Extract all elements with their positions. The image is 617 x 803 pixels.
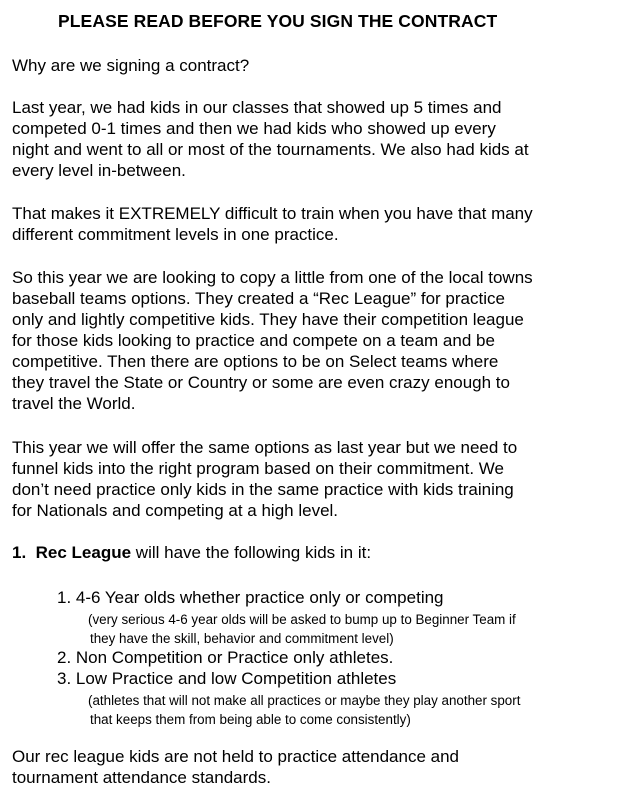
note-line: (very serious 4-6 year olds will be asked to bump up to Beginner Team if (88, 612, 516, 627)
paragraph-difficulty (12, 203, 612, 245)
paragraph-this-year-plan (12, 267, 612, 414)
paragraph-line: for Nationals and competing at a high level. (12, 501, 339, 520)
paragraph-line: So this year we are looking to copy a little from one of the local towns (12, 268, 533, 287)
why-question-text: Why are we signing a contract? (12, 56, 250, 75)
paragraph-line: don’t need practice only kids in the same practice with kids training (12, 480, 514, 499)
paragraph-line: competitive. Then there are options to be on Select teams where (12, 352, 499, 371)
paragraph-line: Last year, we had kids in our classes that showed up 5 times and (12, 98, 502, 117)
paragraph-line: That makes it EXTREMELY difficult to train when you have that many (12, 204, 533, 223)
note-line: they have the skill, behavior and commitment level) (90, 631, 394, 646)
paragraph-line: for those kids looking to practice and compete on a team and be (12, 331, 495, 350)
section-title-bold: Rec League (35, 543, 132, 562)
paragraph-line: tournament attendance standards. (12, 768, 271, 787)
paragraph-line: every level in-between. (12, 161, 186, 180)
paragraph-line: competed 0-1 times and then we had kids who showed up every (12, 119, 496, 138)
paragraph-line: funnel kids into the right program based on their commitment. We (12, 459, 504, 478)
paragraph-line: Our rec league kids are not held to practice attendance and (12, 747, 460, 766)
why-question (12, 55, 612, 76)
paragraph-line: baseball teams options. They created a “Rec League” for practice (12, 289, 505, 308)
list-item: 1. 4-6 Year olds whether practice only or competing (57, 588, 444, 607)
note-line: (athletes that will not make all practices or maybe they play another sport (88, 693, 521, 708)
paragraph-rec-standards (12, 746, 612, 788)
list-item: 3. Low Practice and low Competition athletes (57, 669, 397, 688)
paragraph-funnel-kids (12, 437, 612, 521)
section-number: 1. (12, 543, 27, 562)
list-item-note (88, 610, 516, 648)
paragraph-line: they travel the State or Country or some are even crazy enough to (12, 373, 510, 392)
page-title: PLEASE READ BEFORE YOU SIGN THE CONTRACT (58, 11, 498, 31)
paragraph-line: only and lightly competitive kids. They have their competition league (12, 310, 524, 329)
note-line: that keeps them from being able to come consistently) (90, 712, 411, 727)
section-rec-league-heading (12, 543, 371, 563)
paragraph-line: This year we will offer the same options as last year but we need to (12, 438, 518, 457)
paragraph-line: different commitment levels in one practice. (12, 225, 339, 244)
paragraph-line: travel the World. (12, 394, 136, 413)
paragraph-last-year (12, 97, 612, 181)
paragraph-line: night and went to all or most of the tournaments. We also had kids at (12, 140, 529, 159)
list-item: 2. Non Competition or Practice only athletes. (57, 648, 394, 667)
section-title-rest: will have the following kids in it: (131, 543, 372, 562)
list-item-note (88, 691, 520, 729)
